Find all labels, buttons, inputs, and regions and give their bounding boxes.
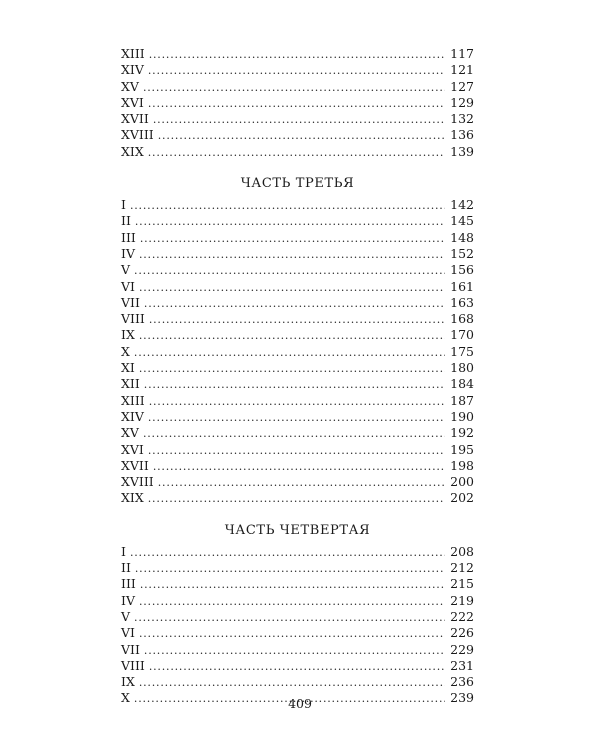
toc-entry <box>121 490 474 506</box>
chapter-number: XVI <box>121 441 144 457</box>
toc-entry <box>121 230 474 246</box>
chapter-number: XIV <box>121 408 144 424</box>
dot-leader <box>148 63 445 79</box>
page-number: 161 <box>450 278 474 294</box>
spacer <box>121 160 474 174</box>
dot-leader <box>140 231 445 247</box>
part-four-heading: ЧАСТЬ ЧЕТВЕРТАЯ <box>224 522 371 538</box>
toc-entry <box>121 576 474 592</box>
toc-entry <box>121 111 474 127</box>
toc-entry <box>121 658 474 674</box>
page-number: 215 <box>450 576 474 592</box>
dot-leader <box>139 280 445 296</box>
dot-leader <box>140 577 445 593</box>
dot-leader <box>149 47 445 63</box>
chapter-number: VI <box>121 625 135 641</box>
toc-entry <box>121 642 474 658</box>
toc-entry <box>121 127 474 143</box>
dot-leader <box>135 214 445 230</box>
chapter-number: XIII <box>121 46 145 61</box>
toc-entry <box>121 674 474 690</box>
part-four-list <box>121 544 474 707</box>
chapter-number: IV <box>121 592 135 608</box>
chapter-number: V <box>121 608 131 624</box>
dot-leader <box>143 80 445 96</box>
toc-entry <box>121 409 474 425</box>
toc-entry <box>121 474 474 490</box>
dot-leader <box>134 263 445 279</box>
page-number: 139 <box>450 143 474 159</box>
dot-leader <box>134 610 445 626</box>
chapter-number: XV <box>121 425 139 441</box>
toc-entry <box>121 544 474 560</box>
page-number: 163 <box>450 294 474 310</box>
dot-leader <box>148 443 445 459</box>
chapter-number: X <box>121 690 130 706</box>
chapter-number: III <box>121 576 136 592</box>
dot-leader <box>139 675 445 691</box>
toc-entry <box>121 327 474 343</box>
dot-leader <box>148 96 445 112</box>
dot-leader <box>130 198 445 214</box>
dot-leader <box>130 545 445 561</box>
chapter-number: II <box>121 560 131 576</box>
chapter-number: XIII <box>121 392 145 408</box>
dot-leader <box>149 312 445 328</box>
dot-leader <box>139 626 445 642</box>
dot-leader <box>139 361 445 377</box>
chapter-number: VIII <box>121 311 145 327</box>
dot-leader <box>144 377 445 393</box>
toc-entry <box>121 360 474 376</box>
page-number: 145 <box>450 213 474 229</box>
page-number: 222 <box>450 608 474 624</box>
page-number: 239 <box>450 690 474 706</box>
chapter-number: XIV <box>121 62 144 78</box>
part-three-list <box>121 197 474 507</box>
chapter-number: II <box>121 213 131 229</box>
dot-leader <box>153 459 445 475</box>
chapter-number: VII <box>121 294 140 310</box>
page-number: 117 <box>450 46 474 61</box>
toc-entry <box>121 262 474 278</box>
page-number: 168 <box>450 311 474 327</box>
dot-leader <box>153 112 445 128</box>
dot-leader <box>144 296 445 312</box>
toc-entry <box>121 625 474 641</box>
page-number: 198 <box>450 457 474 473</box>
chapter-number: XV <box>121 78 139 94</box>
dot-leader <box>139 328 445 344</box>
chapter-number: XVIII <box>121 474 154 490</box>
toc-entry <box>121 144 474 160</box>
dot-leader <box>149 394 445 410</box>
chapter-number: XVII <box>121 457 149 473</box>
dot-leader <box>134 345 445 361</box>
toc-entry <box>121 311 474 327</box>
toc-entry <box>121 425 474 441</box>
chapter-number: VIII <box>121 657 145 673</box>
chapter-number: VII <box>121 641 140 657</box>
page-folio-number: 409 <box>288 696 312 711</box>
toc-entry <box>121 376 474 392</box>
page-number: 180 <box>450 360 474 376</box>
chapter-number: I <box>121 197 126 213</box>
chapter-number: IV <box>121 245 135 261</box>
chapter-number: IX <box>121 327 135 343</box>
page-number: 136 <box>450 127 474 143</box>
chapter-number: XVI <box>121 94 144 110</box>
toc-entry <box>121 609 474 625</box>
dot-leader <box>158 475 445 491</box>
page-number: 212 <box>450 560 474 576</box>
chapter-number: I <box>121 543 126 559</box>
page-number: 187 <box>450 392 474 408</box>
page-number: 170 <box>450 327 474 343</box>
toc-entry <box>121 295 474 311</box>
page-number: 229 <box>450 641 474 657</box>
page-number: 148 <box>450 229 474 245</box>
page-number: 156 <box>450 262 474 278</box>
page-number: 129 <box>450 94 474 110</box>
toc-entry <box>121 197 474 213</box>
chapter-number: XIX <box>121 490 144 506</box>
dot-leader <box>148 145 445 161</box>
dot-leader <box>135 561 445 577</box>
toc-entry <box>121 560 474 576</box>
toc-entry <box>121 279 474 295</box>
toc-entry <box>121 442 474 458</box>
page-number: 152 <box>450 245 474 261</box>
page-number: 226 <box>450 625 474 641</box>
dot-leader <box>143 426 445 442</box>
page-number: 121 <box>450 62 474 78</box>
dot-leader <box>148 491 445 507</box>
page-number: 231 <box>450 657 474 673</box>
toc-entry <box>121 79 474 95</box>
chapter-number: IX <box>121 674 135 690</box>
part-three-heading: ЧАСТЬ ТРЕТЬЯ <box>240 176 355 192</box>
page-number: 192 <box>450 425 474 441</box>
dot-leader <box>139 594 445 610</box>
page-number: 127 <box>450 78 474 94</box>
dot-leader <box>148 410 445 426</box>
toc-entry <box>121 593 474 609</box>
chapter-number: XVIII <box>121 127 154 143</box>
dot-leader <box>144 643 445 659</box>
toc-entry <box>121 344 474 360</box>
chapter-number: X <box>121 343 130 359</box>
toc-entry <box>121 95 474 111</box>
chapter-number: VI <box>121 278 135 294</box>
table-of-contents <box>121 46 474 707</box>
toc-entry <box>121 62 474 78</box>
page-number: 236 <box>450 674 474 690</box>
page-number: 184 <box>450 376 474 392</box>
chapter-number: XI <box>121 360 135 376</box>
chapter-number: XIX <box>121 143 144 159</box>
toc-entry <box>121 246 474 262</box>
chapter-number: V <box>121 262 131 278</box>
toc-entry <box>121 458 474 474</box>
page-number: 175 <box>450 343 474 359</box>
page-number: 208 <box>450 543 474 559</box>
page-number: 219 <box>450 592 474 608</box>
dot-leader <box>158 128 445 144</box>
part-two-tail-list <box>121 46 474 160</box>
page-number: 132 <box>450 111 474 127</box>
dot-leader <box>139 247 445 263</box>
page-number: 195 <box>450 441 474 457</box>
page-number: 142 <box>450 197 474 213</box>
page-number: 200 <box>450 474 474 490</box>
toc-entry <box>121 393 474 409</box>
toc-entry <box>121 46 474 62</box>
chapter-number: III <box>121 229 136 245</box>
page-number: 190 <box>450 408 474 424</box>
spacer <box>121 507 474 521</box>
dot-leader <box>149 659 445 675</box>
page-number: 202 <box>450 490 474 506</box>
chapter-number: XVII <box>121 111 149 127</box>
chapter-number: XII <box>121 376 140 392</box>
toc-entry <box>121 213 474 229</box>
